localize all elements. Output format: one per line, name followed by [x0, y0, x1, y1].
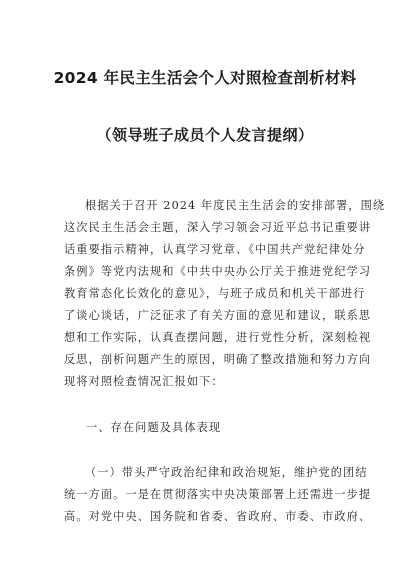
document-title: 2024 年民主生活会个人对照检查剖析材料: [53, 69, 357, 87]
paragraph-line: 现将对照检查情况汇报如下：: [64, 375, 224, 388]
paragraph-line: 了谈心谈话，广泛征求了有关方面的意见和建议，联系思: [64, 309, 372, 322]
paragraph-line: （一）带头严守政治纪律和政治规矩，维护党的团结: [85, 466, 368, 479]
paragraph-line: 统一方面。一是在贯彻落实中央决策部署上还需进一步提: [64, 488, 372, 501]
section-heading: 一、存在问题及具体表现: [86, 421, 222, 434]
paragraph-line: 条例》等党内法规和《中共中央办公厅关于推进党纪学习: [64, 265, 372, 278]
paragraph-line: 根据关于召开 2024 年度民主生活会的安排部署，围绕: [85, 199, 386, 212]
paragraph-line: 反思，剖析问题产生的原因，明确了整改措施和努力方向: [64, 353, 372, 366]
paragraph-line: 高。对党中央、国务院和省委、省政府、市委、市政府、: [64, 510, 372, 523]
paragraph-line: 这次民主生活会主题，深入学习领会习近平总书记重要讲: [64, 221, 372, 234]
paragraph-line: 话重要指示精神，认真学习党章、《中国共产党纪律处分: [64, 243, 366, 256]
document-subtitle: （领导班子成员个人发言提纲）: [96, 126, 314, 144]
paragraph-line: 想和工作实际，认真查摆问题，进行党性分析，深刻检视: [64, 331, 372, 344]
paragraph-line: 教育常态化长效化的意见》，与班子成员和机关干部进行: [64, 287, 366, 300]
